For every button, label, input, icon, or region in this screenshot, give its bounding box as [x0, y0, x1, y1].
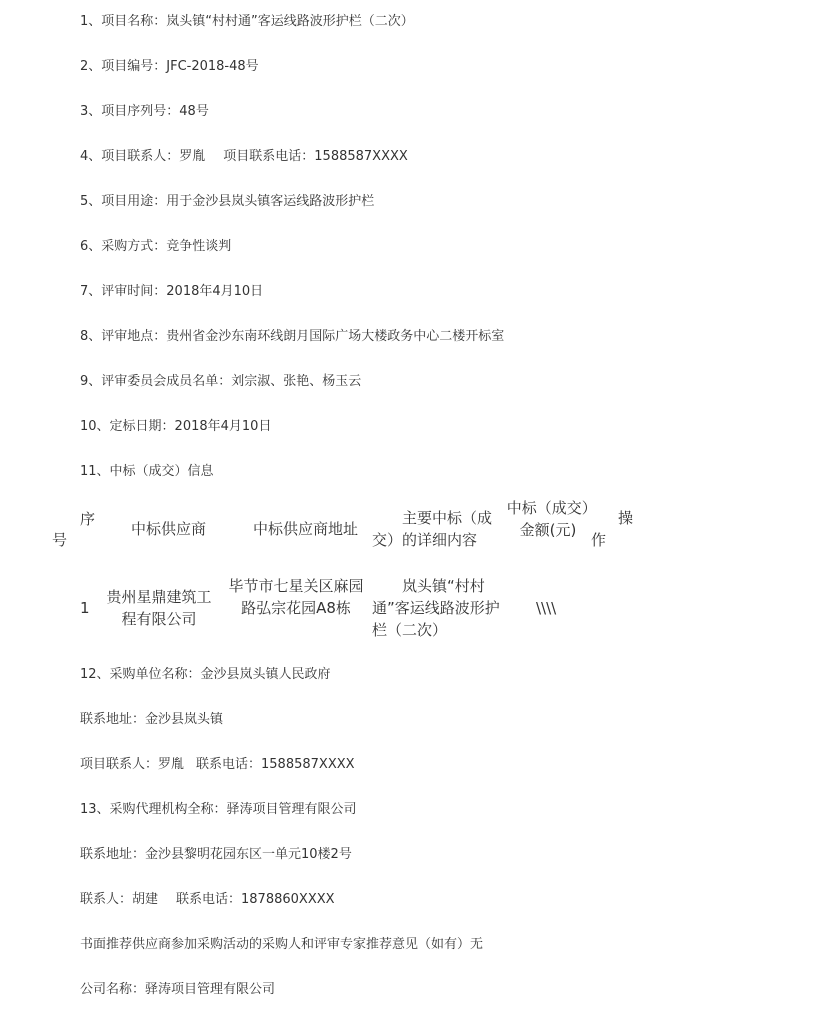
award-date: 10、定标日期：2018年4月10日	[80, 419, 272, 434]
project-contact-person: 4、项目联系人：罗胤	[80, 149, 206, 164]
agency-address: 联系地址：金沙县黎明花园东区一单元10楼2号	[80, 847, 352, 862]
project-contact-phone: 项目联系电话：1588587XXXX	[223, 149, 408, 164]
project-purpose: 5、项目用途：用于金沙县岚头镇客运线路波形护栏	[80, 194, 375, 209]
header-supplier: 中标供应商	[131, 520, 207, 538]
review-committee: 9、评审委员会成员名单：刘宗淑、张艳、杨玉云	[80, 374, 362, 389]
agency-contact-person: 联系人：胡建	[80, 892, 159, 907]
row-content: 岚头镇“村村通”客运线路波形护栏（二次）	[372, 577, 500, 639]
row-supplier: 贵州星鼎建筑工程有限公司	[106, 588, 212, 628]
review-time: 7、评审时间：2018年4月10日	[80, 284, 264, 299]
purchaser-address: 联系地址：金沙县岚头镇	[80, 712, 224, 727]
header-seq-top: 序	[80, 510, 96, 528]
purchaser-contact-phone: 联系电话：1588587XXXX	[196, 757, 355, 772]
procurement-method: 6、采购方式：竞争性谈判	[80, 239, 232, 254]
company-name: 公司名称：驿涛项目管理有限公司	[80, 982, 276, 997]
header-op-top: 操	[618, 509, 634, 527]
row-seq: 1	[80, 599, 90, 617]
header-seq-bottom: 号	[52, 531, 68, 549]
recommendation-opinion: 书面推荐供应商参加采购活动的采购人和评审专家推荐意见（如有）无	[80, 937, 484, 952]
row-address: 毕节市七星关区麻园路弘宗花园A8栋	[228, 577, 364, 617]
header-address: 中标供应商地址	[253, 520, 359, 538]
agency-contact-phone: 联系电话：1878860XXXX	[176, 892, 335, 907]
review-location: 8、评审地点：贵州省金沙东南环线朗月国际广场大楼政务中心二楼开标室	[80, 329, 505, 344]
purchaser-name: 12、采购单位名称：金沙县岚头镇人民政府	[80, 667, 331, 682]
award-info-heading: 11、中标（成交）信息	[80, 464, 214, 479]
agency-name: 13、采购代理机构全称：驿涛项目管理有限公司	[80, 802, 357, 817]
project-serial: 3、项目序列号：48号	[80, 104, 209, 119]
project-number: 2、项目编号：JFC-2018-48号	[80, 59, 259, 74]
project-contact	[80, 149, 408, 165]
purchaser-contact-person: 项目联系人：罗胤	[80, 757, 185, 772]
header-op-bottom: 作	[591, 531, 607, 549]
header-content: 主要中标（成交）的详细内容	[372, 509, 493, 549]
header-amount: 中标（成交）金额(元)	[506, 499, 590, 539]
purchaser-contact	[80, 757, 355, 773]
agency-contact	[80, 892, 335, 908]
project-name: 1、项目名称：岚头镇“村村通”客运线路波形护栏（二次）	[80, 14, 414, 29]
row-amount: \\\\	[536, 599, 557, 617]
